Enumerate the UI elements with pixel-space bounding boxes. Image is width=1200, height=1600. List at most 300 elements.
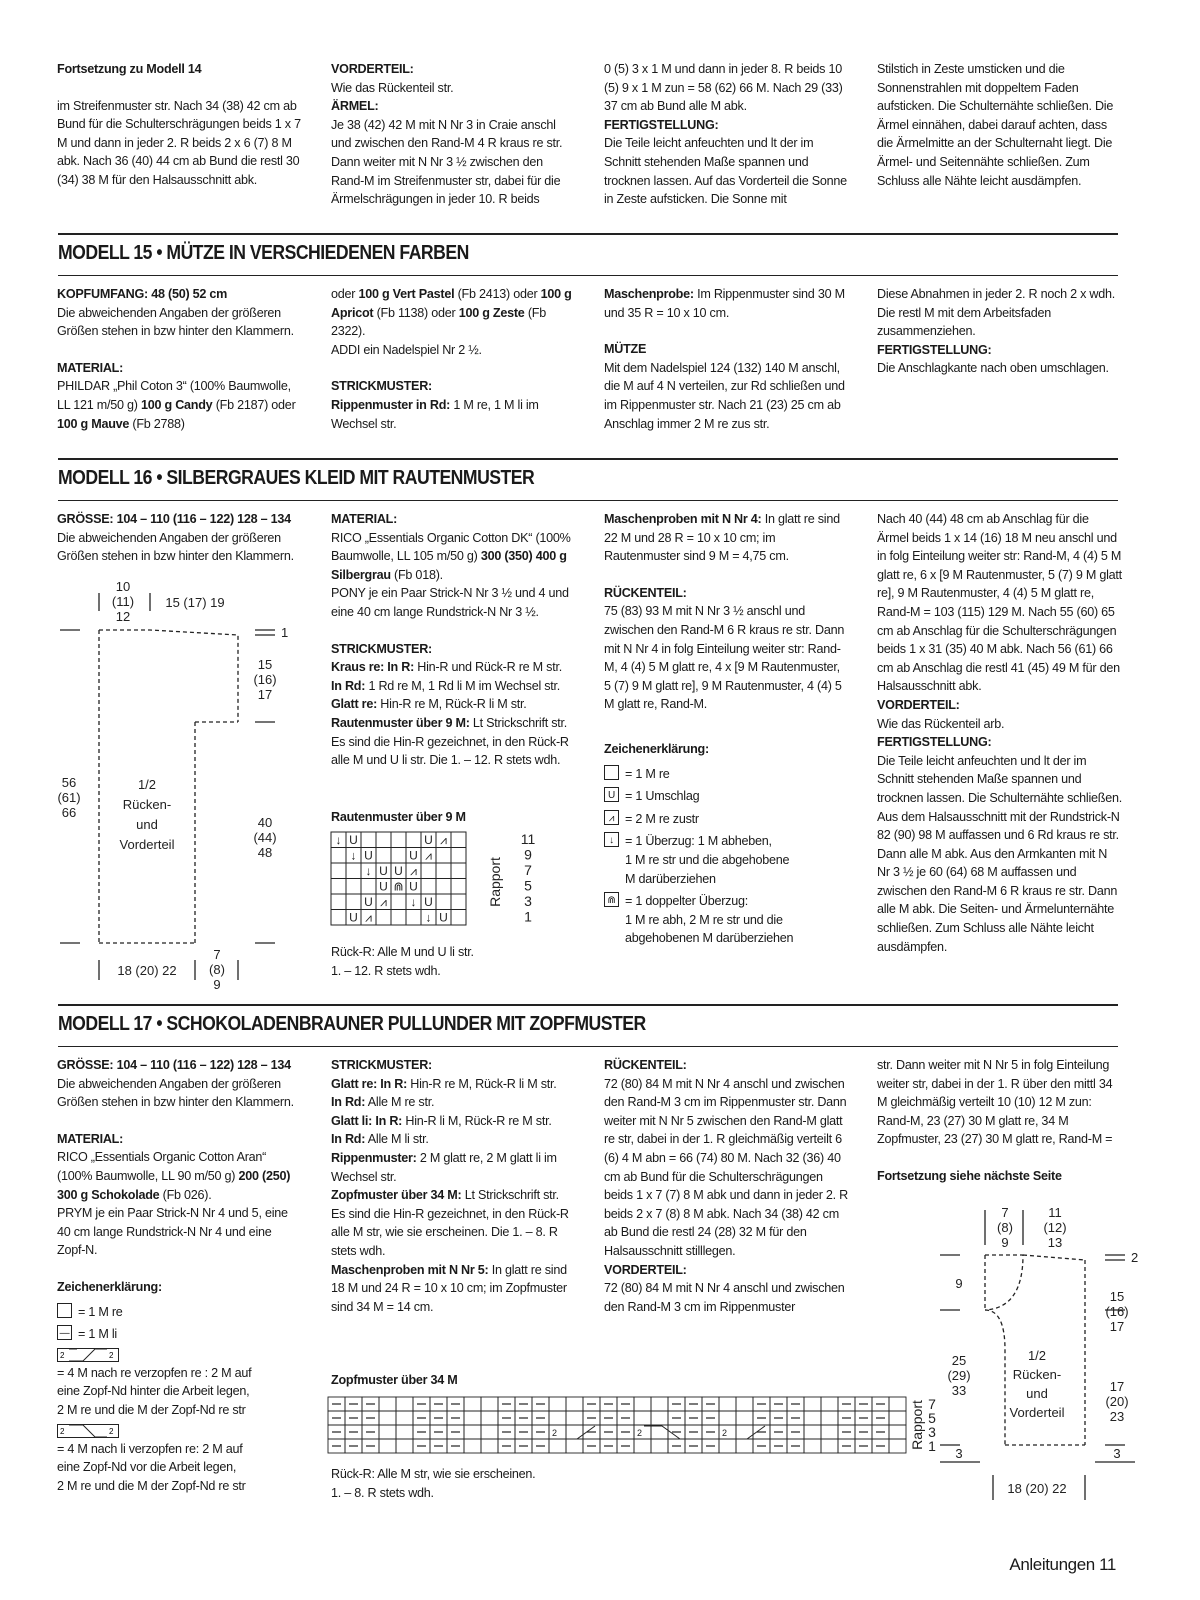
chart-cell [481, 1397, 498, 1411]
chart-cell [889, 1397, 906, 1411]
material-text: (Fb 026). [162, 1187, 212, 1202]
chart-cell [481, 1439, 498, 1453]
finishing-heading: FERTIGSTELLUNG: [877, 735, 992, 750]
schematic-outline-top [99, 630, 238, 722]
piece-label: Vorderteil [1009, 1405, 1065, 1420]
size-note: Die abweichenden Angaben der größeren Größen stehen in bzw hinter den Klammern. [57, 305, 294, 339]
section-title: MODELL 17 • SCHOKOLADENBRAUNER PULLUNDER MIT ZOPFMUSTER [58, 1012, 646, 1035]
material-heading: MATERIAL: [57, 1131, 124, 1146]
measure-label: 10 [115, 579, 131, 594]
chart-cell [331, 848, 346, 864]
continuation-col-1 [57, 60, 302, 190]
measure-label: 17 [1109, 1319, 1125, 1334]
pattern-name: Kraus re: In R: [331, 660, 415, 675]
chart-cell [331, 894, 346, 910]
legend-item [57, 1303, 302, 1322]
chart-cell [634, 1439, 651, 1453]
chart-notes [331, 1465, 535, 1502]
m16-col-2 [331, 510, 576, 770]
piece-label: und [136, 817, 158, 832]
chart-cell [651, 1439, 668, 1453]
measure-label: 23 [1109, 1409, 1125, 1424]
chart-cell [719, 1439, 736, 1453]
chart-cell [451, 863, 466, 879]
pattern-name: Glatt li: In R: [331, 1113, 403, 1128]
m17-col-4 [877, 1056, 1122, 1186]
continuation-text: im Streifenmuster str. Nach 34 (38) 42 cm ab Bund für die Schulterschrägungen beids 1 x 7 M und dann in jeder 2. R beids 2 x 6 (7) 8 M abk. Nach 36 (40) 44 cm ab Bund die restl 30 (34) 38 M für den Halsausschnitt abk. [57, 98, 301, 187]
cable-left-icon [57, 1424, 119, 1438]
measure-label: (16) [253, 672, 277, 687]
chart-cell [736, 1411, 753, 1425]
measure-label: 40 [257, 815, 273, 830]
pattern-text: Hin-R und Rück-R re M str. [417, 660, 562, 675]
legend-text: = 1 M re [625, 766, 670, 781]
legend-text: 1 M re abh, 2 M re str und die [625, 912, 783, 927]
pattern-name: Zopfmuster über 34 M: [331, 1188, 462, 1203]
material-color: 100 g Mauve [57, 416, 130, 431]
chart-cell [436, 894, 451, 910]
material-heading: MATERIAL: [57, 360, 124, 375]
measure-label: 13 [1047, 1235, 1063, 1250]
chart-symbol: U [424, 895, 433, 909]
chart-row-label: 3 [524, 893, 532, 909]
chart-cell [464, 1439, 481, 1453]
finishing-heading: FERTIGSTELLUNG: [604, 117, 719, 132]
chart-cell [821, 1397, 838, 1411]
legend-text: = 1 M re [78, 1304, 123, 1319]
legend-text: = 1 Überzug: 1 M abheben, [625, 834, 772, 849]
chart-cell [396, 1397, 413, 1411]
needle-text: PONY je ein Paar Strick-N Nr 3 ½ und 4 und eine 40 cm lange Rundstrick-N Nr 3 ½. [331, 586, 569, 619]
chart-row-label: 5 [928, 1410, 936, 1426]
pattern-name: Maschenproben mit N Nr 5: [331, 1262, 489, 1277]
pattern-name: Glatt re: In R: [331, 1076, 408, 1091]
chart-cell [549, 1439, 566, 1453]
chart-symbol: U [379, 879, 388, 894]
pattern-text: Hin-R re M, Rück-R li M str. [380, 697, 527, 712]
cable-label: 2 [60, 1426, 65, 1436]
pattern-name: In Rd: [331, 1132, 366, 1147]
finishing-text-cont: Stilstich in Zeste umsticken und die Sonnenstrahlen mit doppeltem Faden aufsticken. Die Schulternähte schließen. Die Ärmel einnähen, dabei darauf achten, dass die Ärmelmitte an der Schulternaht liegt. Die Ärmel- und Seitennähte schließen. Zum Schluss alle Nähte leicht ausdämpfen. [877, 62, 1114, 188]
front-text: 72 (80) 84 M mit N Nr 4 anschl und zwischen den Rand-M 3 cm im Rippenmuster [604, 1281, 845, 1314]
m17-col-1 [57, 1056, 302, 1495]
legend-text: eine Zopf-Nd vor die Arbeit legen, [57, 1460, 237, 1475]
material-text: (Fb 1138) oder [376, 305, 456, 320]
material-text: (Fb 018). [394, 567, 443, 582]
material-text: (Fb 2788) [132, 416, 185, 431]
material-heading: MATERIAL: [331, 512, 398, 526]
k2tog-icon: ⩘ [604, 810, 619, 825]
chart-cell [566, 1439, 583, 1453]
piece-label: Rücken- [122, 797, 172, 812]
chart-symbol: U [409, 879, 418, 894]
material-color: 100 g Zeste [458, 305, 525, 320]
chart-cell [436, 879, 451, 895]
gauge-label: Maschenproben mit N Nr 4: [604, 512, 762, 526]
material-text: (Fb 2187) oder [215, 397, 296, 412]
chart-cell [346, 894, 361, 910]
measure-label: 3 [1113, 1446, 1121, 1461]
legend-heading: Zeichenerklärung: [604, 741, 709, 756]
measure-label: (8) [997, 1220, 1013, 1235]
pattern-name: Rautenmuster über 9 M: [331, 715, 470, 730]
chart-cell [391, 848, 406, 864]
chart-cell [651, 1425, 668, 1439]
chart-symbol: ⋒ [393, 879, 404, 894]
section-modell-16 [58, 458, 1118, 490]
chart-cell [464, 1425, 481, 1439]
chart-cell [391, 832, 406, 848]
rapport-label: Rapport [487, 857, 503, 907]
legend-text: 2 M re und die M der Zopf-Nd re str [57, 1402, 246, 1417]
chart-cell [451, 832, 466, 848]
pattern-name: Rippenmuster: [331, 1150, 417, 1165]
chart-cell [436, 848, 451, 864]
front-heading: VORDERTEIL: [877, 697, 960, 712]
finishing-text: Die Teile leicht anfeuchten und lt der im Schnitt stehenden Maße spannen und trocknen lassen. Die Schulternähte schließen. Aus dem Halsausschnitt mit der Rundstrick-N 82 (90) 98 M auffassen und 6 Rd kraus re str. Dann alle M abk. Aus den Armkanten mit N Nr 3 ½ je 60 (64) 68 M auffassen und zwischen den Rand-M 6 R kraus re str. Dann alle M abk. Die Seiten- und Ärmelunternähte schließen. Zum Schluss alle Nähte leicht ausdämpfen. [877, 753, 1122, 954]
purl-stitch-icon: — [57, 1325, 72, 1340]
chart-cell [719, 1411, 736, 1425]
gauge-text: In glatt re sind 22 M und 28 R = 10 x 10 cm; im Rautenmuster sind 9 M = 4,75 cm. [604, 512, 840, 564]
material-text: RICO „Essentials Organic Cotton DK“ (100% Baumwolle, LL 105 m/50 g) [331, 530, 571, 564]
chart-symbol: ⩘ [425, 848, 432, 863]
chart-cell [346, 863, 361, 879]
chart-cell [804, 1425, 821, 1439]
chart-cell [346, 879, 361, 895]
chart-cell [376, 848, 391, 864]
piece-label: 1/2 [137, 777, 157, 792]
chart-cell [889, 1411, 906, 1425]
chart-note: Rück-R: Alle M und U li str. [331, 945, 474, 959]
pattern-name: In Rd: [331, 1095, 366, 1110]
chart-cell [331, 910, 346, 926]
sleeve-text: Nach 40 (44) 48 cm ab Anschlag für die Ärmel beids 1 x 14 (16) 18 M neu anschl und in folg Einteilung weiter str: Rand-M, 4 (4) 5 M glatt re, 6 x [9 M Rautenmuster, 5 (7) 9 M glatt re], 9 M Rautenmuster, 4 (4) 5 M glatt re, Rand-M = 103 (115) 129 M. Nach 55 (60) 65 cm ab Anschlag für die Schulterschrägungen beids 1 x 31 (35) 40 M abk. Nach 56 (61) 66 cm ab Anschlag die restl 41 (45) 49 M für den Halsausschnitt abk. [877, 512, 1122, 694]
continuation-heading: Fortsetzung zu Modell 14 [57, 62, 202, 76]
measure-label: 11 [1048, 1205, 1062, 1220]
pattern-text: Alle M re str. [367, 1095, 435, 1110]
section-title: MODELL 16 • SILBERGRAUES KLEID MIT RAUTENMUSTER [58, 466, 535, 489]
measure-label: 2 [1131, 1250, 1139, 1265]
back-heading: RÜCKENTEIL: [604, 1058, 687, 1072]
pullover-schematic [935, 1200, 1145, 1510]
pattern-name: In Rd: [331, 678, 366, 693]
chart-cell [451, 879, 466, 895]
section-modell-15 [58, 233, 1118, 265]
pattern-name: Rippenmuster in Rd: [331, 397, 451, 412]
chart-row-label: 9 [524, 846, 532, 863]
pattern-heading: STRICKMUSTER: [331, 1058, 432, 1072]
yarn-over-icon: U [604, 787, 619, 802]
continued-note: Fortsetzung siehe nächste Seite [877, 1168, 1062, 1183]
page-footer: Anleitungen 11 [1009, 1555, 1116, 1574]
cable-label: 2 [552, 1428, 558, 1438]
chart-symbol: ↓ [335, 833, 342, 847]
size-label: GRÖSSE: [57, 512, 114, 526]
chart-cell [736, 1439, 753, 1453]
pattern-text: In glatt re sind 18 M und 24 R = 10 x 10 cm; im Zopfmuster sind 34 M = 14 cm. [331, 1262, 567, 1314]
legend-text: = 2 M re zustr [625, 811, 699, 826]
front-text-cont: str. Dann weiter mit N Nr 5 in folg Einteilung weiter str, dabei in der 1. R über den mittl 34 M gleichmäßig verteilt 10 (10) 12 M zun: Rand-M, 23 (27) 30 M glatt re, 34 M Zopfmuster, 23 (27) 30 M glatt re, Rand-M = [877, 1058, 1113, 1147]
chart-symbol: ⩘ [380, 895, 387, 909]
chart-symbol: U [424, 833, 433, 847]
chart-note: 1. – 12. R stets wdh. [331, 963, 441, 978]
chart-cell [376, 910, 391, 926]
measure-label: 15 [1109, 1289, 1125, 1304]
section-divider [58, 275, 1118, 276]
measure-label: (16) [1105, 1304, 1129, 1319]
chart-cell [406, 910, 421, 926]
chart-symbol: U [409, 848, 418, 863]
measure-label: 25 [951, 1353, 967, 1368]
chart-note: 1. – 8. R stets wdh. [331, 1485, 434, 1500]
measure-label: 7 [1001, 1205, 1009, 1220]
pattern-name: Glatt re: [331, 697, 378, 712]
material-color: 300 (350) 400 g Silbergrau [331, 549, 567, 582]
cable-right-icon [57, 1348, 119, 1362]
chart-cell [549, 1411, 566, 1425]
chart-cell [391, 910, 406, 926]
chart-cell [436, 863, 451, 879]
cable-label: 2 [109, 1426, 114, 1436]
size-value: 104 – 110 (116 – 122) 128 – 134 [116, 1058, 291, 1072]
section-divider [58, 1046, 1118, 1047]
chart-cell [396, 1411, 413, 1425]
chart-cell [804, 1439, 821, 1453]
chart-row-label: 11 [520, 831, 536, 847]
gauge-label: Maschenprobe: [604, 287, 694, 301]
measure-label: 15 [257, 657, 273, 672]
measure-label: 9 [955, 1276, 963, 1291]
chart-cell [464, 1411, 481, 1425]
measure-label: 12 [115, 609, 131, 624]
front-text: Wie das Rückenteil str. [331, 80, 454, 95]
chart-row-label: 7 [524, 862, 532, 878]
section-modell-17 [58, 1004, 1118, 1036]
chart-cell [821, 1439, 838, 1453]
material-text: oder [331, 287, 356, 301]
chart-row-label: 1 [524, 908, 532, 925]
chart-symbol: ↓ [350, 848, 357, 863]
material-text: (Fb 2413) oder [457, 287, 538, 301]
cable-label: 2 [637, 1428, 643, 1438]
double-decrease-icon: ⋒ [604, 892, 619, 907]
back-text: 72 (80) 84 M mit N Nr 4 anschl und zwischen den Rand-M 3 cm im Rippenmuster str. Dann weiter mit N Nr 5 zwischen den Rand-M glatt re str, dabei in der 1. R gleichmäßig verteilt 6 (6) 4 M abn = 66 (74) 80 M. Nach 32 (36) 40 cm ab Bund für die Schulterschrägungen beids 1 x 7 (7) 8 M abk und dann in jeder 2. R beids 2 x 7 (8) 8 M abk. Nach 34 (38) 42 cm ab Bund die restl 24 (28) 32 M für den Halsausschnitt stilllegen. [604, 1076, 849, 1258]
pattern-text: Lt Strickschrift str. Es sind die Hin-R gezeichnet, in den Rück-R alle M str, wie sie erscheinen. Die 1. – 8. R stets wdh. [331, 1188, 569, 1258]
measure-label: (44) [253, 830, 277, 845]
back-heading: RÜCKENTEIL: [604, 585, 687, 600]
m16-col-3 [604, 510, 849, 952]
m15-col-2 [331, 285, 576, 433]
legend-text: = 1 M li [78, 1327, 117, 1342]
cable-label: 2 [109, 1350, 114, 1360]
chart-note: Rück-R: Alle M str, wie sie erscheinen. [331, 1467, 536, 1481]
chart-cell [406, 832, 421, 848]
chart-row-label: 5 [524, 877, 532, 894]
chart-cell [379, 1425, 396, 1439]
sleeve-heading: ÄRMEL: [331, 99, 379, 114]
sleeve-text: Je 38 (42) 42 M mit N Nr 3 in Craie anschl und zwischen den Rand-M 4 R kraus re str. Dann weiter mit N Nr 3 ½ zwischen den Rand-M im Streifenmuster str, dabei für die Ärmelschrägungen in jeder 10. R beids [331, 117, 563, 207]
size-label: KOPFUMFANG: [57, 287, 148, 301]
material-color: 200 (250) 300 g Schokolade [57, 1168, 291, 1202]
chart-cell [804, 1397, 821, 1411]
m17-col-2 [331, 1056, 576, 1316]
decrease-text: Diese Abnahmen in jeder 2. R noch 2 x wdh. Die restl M mit dem Arbeitsfaden zusammenziehen. [877, 287, 1116, 339]
legend-item [604, 892, 849, 948]
cable-chart [326, 1393, 946, 1465]
material-text: PHILDAR „Phil Coton 3“ (100% Baumwolle, LL 121 m/50 g) [57, 379, 291, 412]
pattern-text: 1 M re, 1 M li im Wechsel str. [331, 397, 539, 431]
piece-label: 1/2 [1027, 1348, 1047, 1363]
front-heading: VORDERTEIL: [604, 1262, 687, 1277]
measure-label: 3 [955, 1446, 963, 1461]
finishing-text: Die Anschlagkante nach oben umschlagen. [877, 361, 1109, 376]
finishing-text: Die Teile leicht anfeuchten und lt der im Schnitt stehenden Maße spannen und trocknen lassen. Auf das Vorderteil die Sonne in Zeste aufsticken. Die Sonne mit [604, 136, 847, 207]
pattern-text: Lt Strickschrift str. Es sind die Hin-R gezeichnet, in den Rück-R alle M und U li str. Die 1. – 12. R stets wdh. [331, 715, 569, 768]
back-text: 75 (83) 93 M mit N Nr 3 ½ anschl und zwischen den Rand-M 6 R kraus re str. Dann mit N Nr 4 in folg Einteilung weiter str: Rand-M, 4 (4) 5 M glatt re, 4 x [9 M Rautenmuster, 5 (7) 9 M glatt re], 9 M Rautenmuster, 4 (4) 5 M glatt re, Rand-M. [604, 604, 845, 712]
chart-cell [396, 1425, 413, 1439]
size-note: Die abweichenden Angaben der größeren Größen stehen in bzw hinter den Klammern. [57, 1076, 294, 1110]
diamond-chart [330, 830, 545, 942]
measure-label: 33 [951, 1383, 967, 1398]
chart-cell [549, 1397, 566, 1411]
material-color: 100 g Apricot [331, 287, 572, 320]
chart-symbol: ⩘ [365, 910, 372, 925]
chart-cell [481, 1425, 498, 1439]
chart-symbol: U [394, 864, 403, 878]
legend-text: M darüberziehen [625, 871, 716, 886]
chart-title: Rautenmuster über 9 M [331, 810, 466, 824]
pattern-heading: STRICKMUSTER: [331, 379, 432, 394]
legend-item [604, 787, 849, 806]
chart-row-label: 7 [928, 1396, 936, 1412]
chart-cell [821, 1411, 838, 1425]
chart-symbol: ↓ [365, 864, 372, 878]
legend-text: = 1 doppelter Überzug: [625, 894, 748, 909]
chart-symbol: U [364, 895, 373, 909]
chart-cell [804, 1411, 821, 1425]
piece-label: Vorderteil [119, 837, 175, 852]
measure-label: 7 [213, 947, 221, 962]
chart-cell [379, 1439, 396, 1453]
pattern-text: 2 M glatt re, 2 M glatt li im Wechsel str. [331, 1150, 557, 1184]
legend-heading: Zeichenerklärung: [57, 1279, 162, 1294]
legend-text: 1 M re str und die abgehobene [625, 852, 790, 867]
m16-col-4 [877, 510, 1122, 956]
chart-row-label: 1 [928, 1438, 936, 1454]
chart-cell [379, 1411, 396, 1425]
pattern-heading: STRICKMUSTER: [331, 641, 432, 656]
dress-schematic [55, 575, 305, 995]
measure-label: 17 [1109, 1379, 1125, 1394]
continuation-col-2 [331, 60, 576, 209]
chart-cell [634, 1397, 651, 1411]
needle-text: PRYM je ein Paar Strick-N Nr 4 und 5, eine 40 cm lange Rundstrick-N Nr 4 und eine Zopf-N. [57, 1206, 288, 1258]
chart-symbol: ↓ [410, 895, 417, 909]
knit-stitch-icon [57, 1303, 72, 1318]
measure-label: 66 [61, 805, 77, 820]
measure-label: (20) [1105, 1394, 1129, 1409]
chart-cell [451, 894, 466, 910]
sleeve-text-cont: 0 (5) 3 x 1 M und dann in jeder 8. R beids 10 (5) 9 x 1 M zun = 58 (62) 66 M. Nach 29 (33) 37 cm ab Bund alle M abk. [604, 62, 843, 114]
chart-title: Zopfmuster über 34 M [331, 1373, 458, 1387]
measure-label: 48 [257, 845, 273, 860]
chart-symbol: ⩘ [440, 833, 447, 847]
section-divider [58, 500, 1118, 501]
m15-col-1 [57, 285, 302, 433]
size-label: GRÖSSE: [57, 1058, 114, 1072]
measure-label: (8) [209, 962, 225, 977]
pattern-text: Hin-R li M, Rück-R re M str. [405, 1113, 552, 1128]
chart-cell [451, 910, 466, 926]
legend-text: abgehobenen M darüberziehen [625, 931, 794, 946]
chart-cell [651, 1397, 668, 1411]
chart-cell [566, 1397, 583, 1411]
chart-cell [331, 863, 346, 879]
cable-label: 2 [722, 1428, 728, 1438]
chart-symbol: U [439, 910, 448, 925]
material-text: (Fb 2322). [331, 305, 546, 339]
measure-label: 9 [213, 977, 221, 992]
front-text: Wie das Rückenteil arb. [877, 716, 1005, 731]
measure-label: 56 [61, 775, 77, 790]
chart-cell [361, 832, 376, 848]
material-color: 100 g Vert Pastel [358, 287, 455, 301]
chart-cell [651, 1411, 668, 1425]
chart-row-label: 3 [928, 1424, 936, 1440]
chart-symbol: ↓ [425, 910, 432, 925]
chart-cell [889, 1425, 906, 1439]
m17-col-3 [604, 1056, 849, 1316]
needle-text: ADDI ein Nadelspiel Nr 2 ½. [331, 342, 482, 357]
chart-cell [736, 1397, 753, 1411]
chart-cell [566, 1411, 583, 1425]
chart-cell [481, 1411, 498, 1425]
size-note: Die abweichenden Angaben der größeren Größen stehen in bzw hinter den Klammern. [57, 530, 294, 564]
chart-cell [451, 848, 466, 864]
measure-label: 1 [281, 625, 289, 640]
measure-label: (29) [947, 1368, 971, 1383]
legend-item [604, 765, 849, 784]
chart-cell [396, 1439, 413, 1453]
legend-text: eine Zopf-Nd hinter die Arbeit legen, [57, 1384, 250, 1399]
cable-label: 2 [60, 1350, 65, 1360]
chart-cell [889, 1439, 906, 1453]
measure-label: 17 [257, 687, 273, 702]
chart-notes [331, 943, 474, 980]
legend-item [604, 810, 849, 829]
rapport-label: Rapport [909, 1400, 925, 1450]
size-value: 48 (50) 52 cm [151, 287, 228, 301]
legend-item [57, 1325, 302, 1344]
chart-cell [391, 894, 406, 910]
legend-text: = 4 M nach li verzopfen re: 2 M auf [57, 1441, 243, 1456]
piece-label: und [1026, 1386, 1048, 1401]
m15-col-3 [604, 285, 849, 433]
piece-label: Rücken- [1012, 1367, 1062, 1382]
chart-cell [634, 1411, 651, 1425]
finishing-heading: FERTIGSTELLUNG: [877, 342, 992, 357]
chart-cell [379, 1397, 396, 1411]
measure-label: (11) [111, 594, 135, 609]
measure-label: 18 (20) 22 [117, 963, 177, 978]
chart-symbol: U [349, 833, 358, 847]
chart-symbol: ⩘ [410, 864, 417, 878]
chart-cell [331, 879, 346, 895]
chart-cell [376, 832, 391, 848]
chart-cell [361, 879, 376, 895]
legend-text: = 1 Umschlag [625, 789, 700, 804]
continuation-col-4 [877, 60, 1122, 190]
